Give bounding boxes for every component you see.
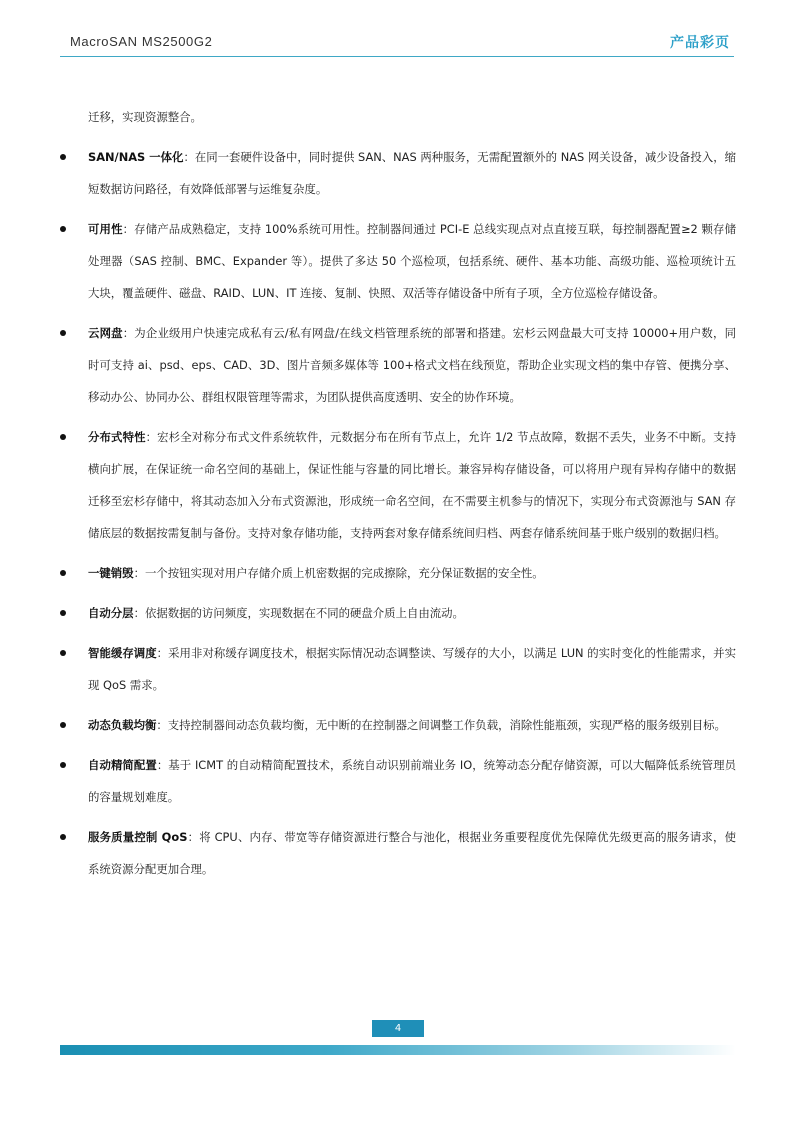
feature-text: ：一个按钮实现对用户存储介质上机密数据的完成擦除，充分保证数据的安全性。 <box>133 566 544 580</box>
bullet-icon <box>60 434 66 440</box>
bullet-icon <box>60 650 66 656</box>
intro-continuation: 迁移，实现资源整合。 <box>88 110 202 124</box>
feature-item <box>60 557 736 589</box>
feature-item <box>60 597 736 629</box>
feature-text: ：采用非对称缓存调度技术，根据实际情况动态调整读、写缓存的大小，以满足 LUN 的实时变化的性能需求，并实现 QoS 需求。 <box>88 646 736 692</box>
bullet-icon <box>60 570 66 576</box>
feature-title: 自动精简配置 <box>88 758 157 772</box>
feature-text: ：存储产品成熟稳定，支持 100%系统可用性。控制器间通过 PCI-E 总线实现点对点直接互联，每控制器配置≥2 颗存储处理器（SAS 控制、BMC、Expander 等）。提供了多达 50 个巡检项，包括系统、硬件、基本功能、高级功能、巡检项统计五大块，覆盖硬件、磁盘、RAID、LUN、IT 连接、复制、快照、双活等存储设备中所有子项，全方位巡检存储设备。 <box>88 222 736 300</box>
feature-title: 智能缓存调度 <box>88 646 157 660</box>
feature-text: ：依据数据的访问频度，实现数据在不同的硬盘介质上自由流动。 <box>133 606 464 620</box>
feature-text: ：宏杉全对称分布式文件系统软件，元数据分布在所有节点上，允许 1/2 节点故障，数据不丢失，业务不中断。支持横向扩展，在保证统一命名空间的基础上，保证性能与容量的同比增长。兼容异构存储设备，可以将用户现有异构存储中的数据迁移至宏杉存储中，将其动态加入分布式资源池，形成统一命名空间，在不需要主机参与的情况下，实现分布式资源池与 SAN 存储底层的数据按需复制与备份。支持对象存储功能，支持两套对象存储系统间归档、两套存储系统间基于账户级别的数据归档。 <box>88 430 736 540</box>
page-number: 4 <box>372 1020 424 1037</box>
feature-title: 动态负载均衡 <box>88 718 157 732</box>
feature-item <box>60 213 736 309</box>
bullet-icon <box>60 226 66 232</box>
feature-text: ：基于 ICMT 的自动精简配置技术，系统自动识别前端业务 IO，统筹动态分配存储资源，可以大幅降低系统管理员的容量规划难度。 <box>88 758 736 804</box>
bullet-icon <box>60 762 66 768</box>
feature-list <box>60 101 736 885</box>
feature-text: ：为企业级用户快速完成私有云/私有网盘/在线文档管理系统的部署和搭建。宏杉云网盘最大可支持 10000+用户数，同时可支持 ai、psd、eps、CAD、3D、图片音频多媒体等 100+格式文档在线预览，帮助企业实现文档的集中存管、便携分享、移动办公、协同办公、群组权限管理等需求，为团队提供高度透明、安全的协作环境。 <box>88 326 736 404</box>
bullet-icon <box>60 834 66 840</box>
footer-bar <box>60 1045 736 1055</box>
feature-title: 自动分层 <box>88 606 134 620</box>
feature-item <box>60 821 736 885</box>
bullet-icon <box>60 330 66 336</box>
feature-title: SAN/NAS 一体化 <box>88 150 184 164</box>
feature-item <box>60 637 736 701</box>
product-name: MacroSAN MS2500G2 <box>70 34 213 49</box>
feature-item <box>60 317 736 413</box>
feature-title: 云网盘 <box>88 326 123 340</box>
feature-item <box>60 749 736 813</box>
feature-title: 分布式特性 <box>88 430 146 444</box>
feature-title: 可用性 <box>88 222 123 236</box>
feature-text: ：支持控制器间动态负载均衡，无中断的在控制器之间调整工作负载，消除性能瓶颈，实现严格的服务级别目标。 <box>156 718 726 732</box>
feature-title: 服务质量控制 QoS <box>88 830 188 844</box>
bullet-icon <box>60 610 66 616</box>
feature-item <box>60 709 736 741</box>
feature-text: ：将 CPU、内存、带宽等存储资源进行整合与池化，根据业务重要程度优先保障优先级更高的服务请求，使系统资源分配更加合理。 <box>88 830 736 876</box>
page-header <box>60 28 734 57</box>
feature-text: ：在同一套硬件设备中，同时提供 SAN、NAS 两种服务，无需配置额外的 NAS 网关设备，减少设备投入，缩短数据访问路径，有效降低部署与运维复杂度。 <box>88 150 737 196</box>
document-type: 产品彩页 <box>670 35 730 51</box>
feature-title: 一键销毁 <box>88 566 134 580</box>
bullet-icon <box>60 154 66 160</box>
bullet-icon <box>60 722 66 728</box>
feature-item <box>60 421 736 549</box>
feature-item <box>60 141 736 205</box>
